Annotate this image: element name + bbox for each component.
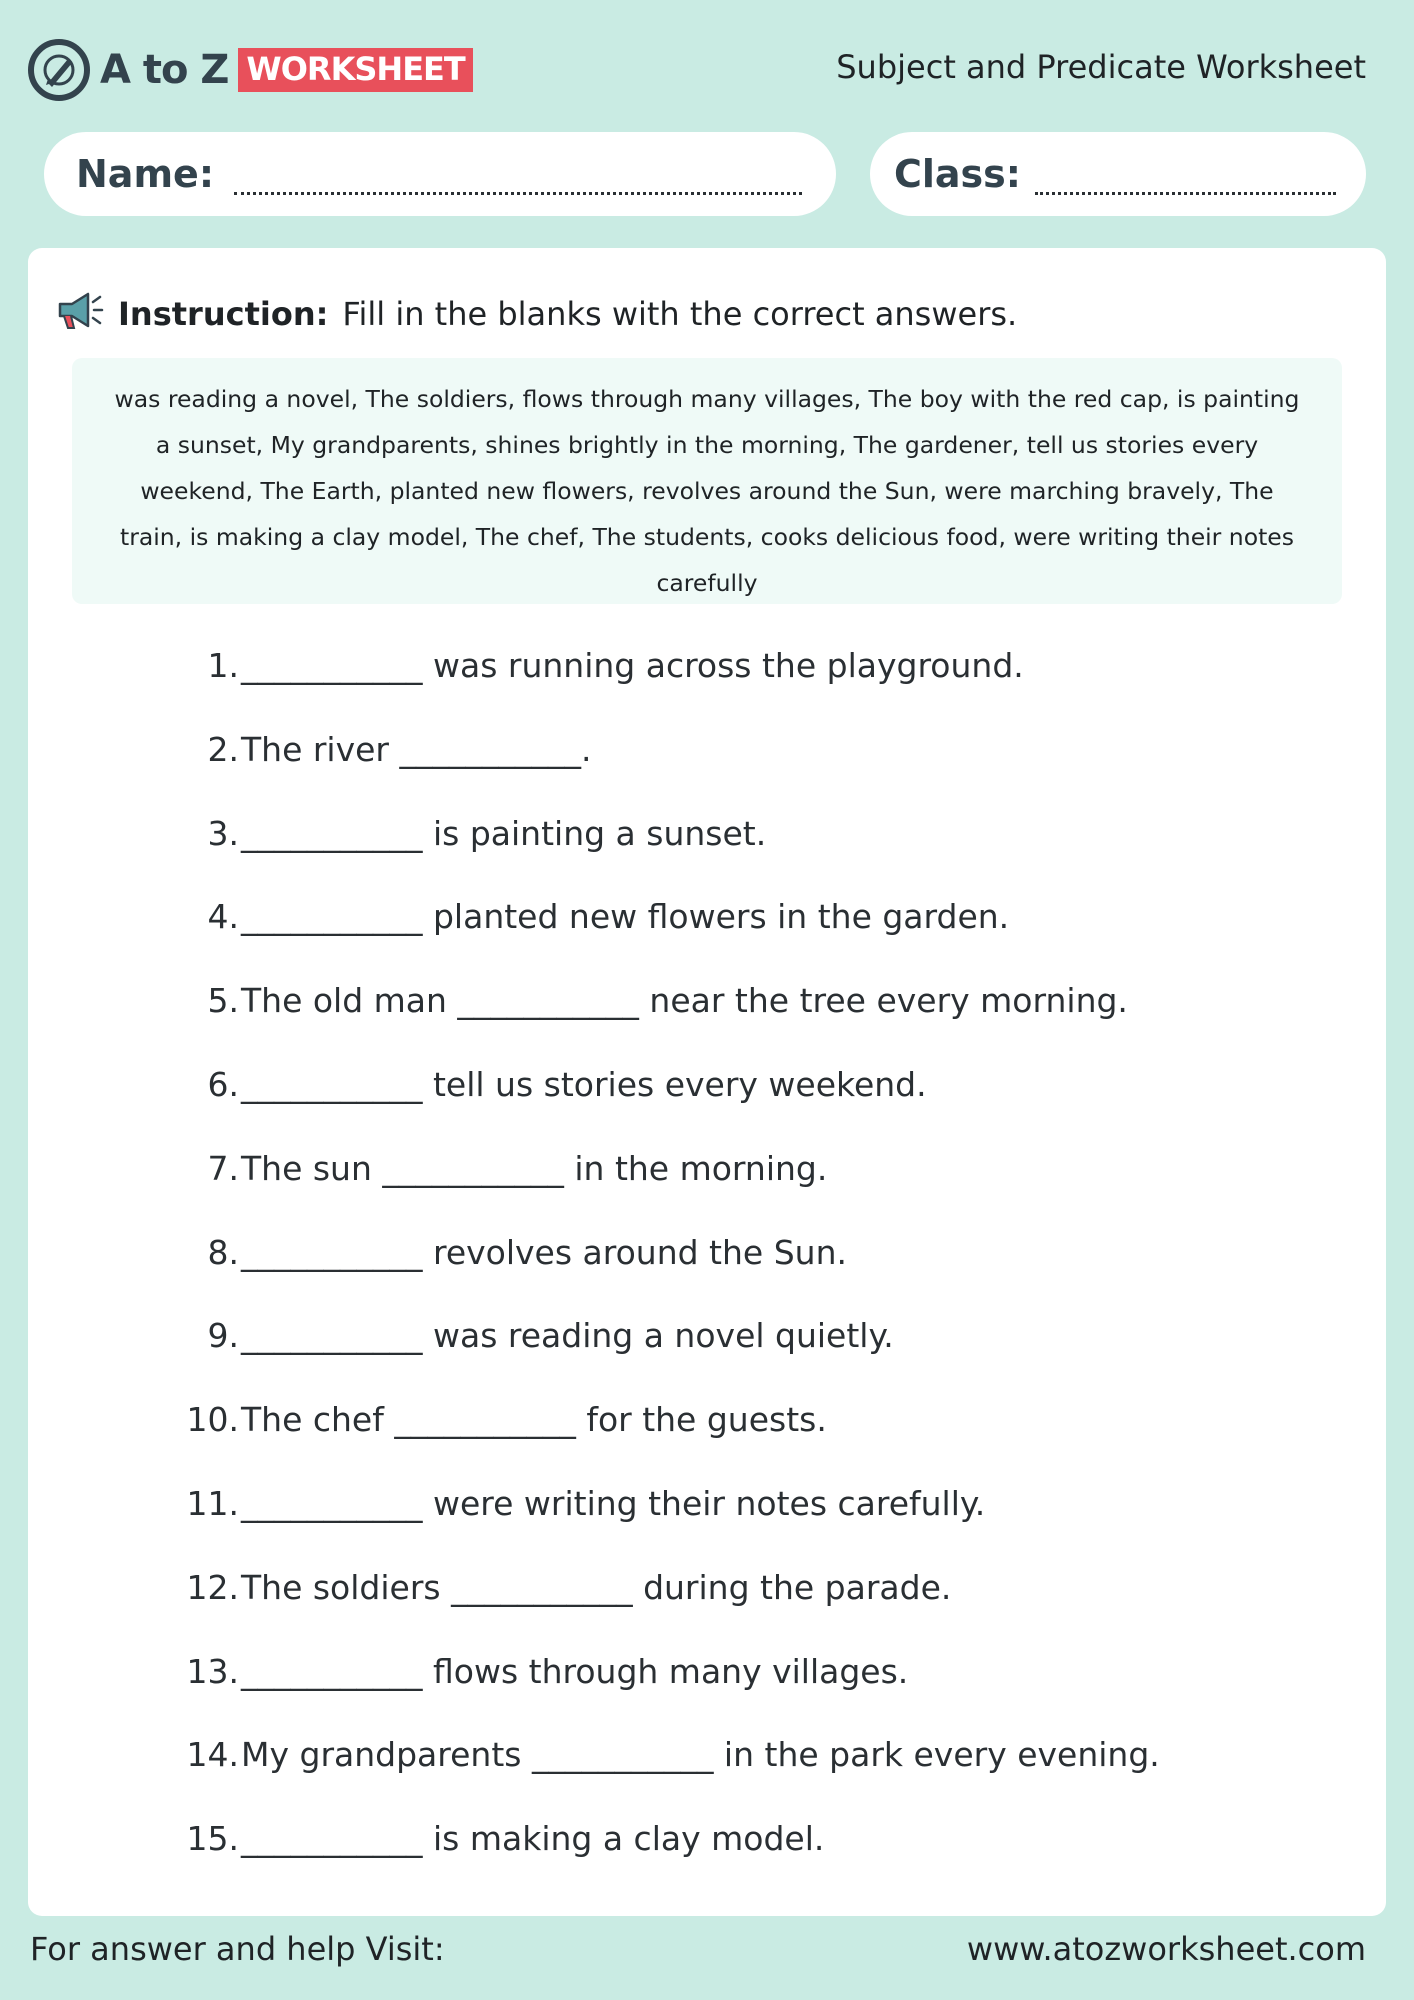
class-label: Class: — [894, 152, 1021, 196]
class-field[interactable] — [870, 132, 1366, 216]
question-item[interactable] — [28, 1149, 1386, 1233]
word-bank: was reading a novel, The soldiers, flows through many villages, The boy with the red cap, is painting a sunset, My grandparents, shines brightly in the morning, The gardener, tell us stories every weekend, The Earth, planted new flowers, revolves around the Sun, were marching bravely, The train, is making a clay model, The chef, The students, cooks delicious food, were writing their notes carefully — [72, 358, 1342, 604]
name-blank-line[interactable] — [234, 171, 802, 195]
logo-text: A to Z — [100, 47, 229, 93]
question-number: 11. — [186, 1483, 239, 1523]
question-text[interactable]: The soldiers ___________ during the parade. — [241, 1567, 952, 1607]
instruction-label: Instruction: — [118, 295, 329, 333]
question-item[interactable] — [28, 981, 1386, 1065]
question-item[interactable] — [28, 646, 1386, 730]
question-text[interactable]: ___________ planted new flowers in the garden. — [241, 897, 1010, 937]
question-text[interactable]: ___________ is painting a sunset. — [241, 813, 767, 853]
question-text[interactable]: ___________ was running across the playground. — [241, 646, 1024, 685]
question-item[interactable] — [28, 1233, 1386, 1317]
question-item[interactable] — [28, 1400, 1386, 1484]
question-item[interactable] — [28, 1316, 1386, 1400]
question-item[interactable] — [28, 1735, 1386, 1819]
footer-help-text: For answer and help Visit: — [30, 1930, 445, 1968]
name-field[interactable] — [44, 132, 836, 216]
question-item[interactable] — [28, 1484, 1386, 1568]
instruction-text: Fill in the blanks with the correct answers. — [342, 295, 1018, 333]
logo-badge: WORKSHEET — [238, 48, 472, 92]
question-number: 6. — [207, 1064, 239, 1104]
question-text[interactable]: ___________ is making a clay model. — [241, 1819, 825, 1859]
question-number: 12. — [186, 1567, 239, 1607]
question-text[interactable]: The old man ___________ near the tree every morning. — [241, 981, 1128, 1021]
question-item[interactable] — [28, 897, 1386, 981]
pencil-globe-icon — [28, 39, 90, 101]
question-number: 4. — [207, 897, 239, 937]
question-number: 7. — [207, 1148, 239, 1188]
question-item[interactable] — [28, 1568, 1386, 1652]
question-number: 5. — [207, 981, 239, 1021]
question-item[interactable] — [28, 814, 1386, 898]
question-number: 13. — [186, 1651, 239, 1691]
question-number: 15. — [186, 1819, 239, 1859]
question-number: 1. — [207, 646, 239, 685]
question-number: 2. — [207, 729, 239, 769]
worksheet-title: Subject and Predicate Worksheet — [836, 48, 1366, 86]
worksheet-card — [28, 248, 1386, 1916]
question-number: 3. — [207, 813, 239, 853]
question-text[interactable]: ___________ revolves around the Sun. — [241, 1232, 847, 1272]
question-item[interactable] — [28, 1652, 1386, 1736]
question-number: 9. — [207, 1316, 239, 1356]
question-text[interactable]: ___________ were writing their notes carefully. — [241, 1483, 986, 1523]
question-text[interactable]: My grandparents ___________ in the park every evening. — [241, 1735, 1160, 1775]
question-text[interactable]: The sun ___________ in the morning. — [241, 1148, 828, 1188]
question-text[interactable]: ___________ was reading a novel quietly. — [241, 1316, 894, 1356]
megaphone-icon — [54, 288, 104, 340]
footer-website-link[interactable]: www.atozworksheet.com — [966, 1930, 1366, 1968]
question-item[interactable] — [28, 1819, 1386, 1903]
question-item[interactable] — [28, 730, 1386, 814]
question-number: 8. — [207, 1232, 239, 1272]
question-text[interactable]: ___________ flows through many villages. — [241, 1651, 909, 1691]
question-text[interactable]: The chef ___________ for the guests. — [241, 1400, 827, 1440]
site-logo — [28, 38, 473, 102]
instruction-row — [54, 288, 1017, 340]
question-text[interactable]: ___________ tell us stories every weekend. — [241, 1064, 927, 1104]
question-item[interactable] — [28, 1065, 1386, 1149]
question-list — [28, 646, 1386, 1903]
question-number: 10. — [186, 1400, 239, 1440]
question-number: 14. — [186, 1735, 239, 1775]
question-text[interactable]: The river ___________. — [241, 729, 592, 769]
class-blank-line[interactable] — [1035, 171, 1336, 195]
name-label: Name: — [76, 152, 215, 196]
